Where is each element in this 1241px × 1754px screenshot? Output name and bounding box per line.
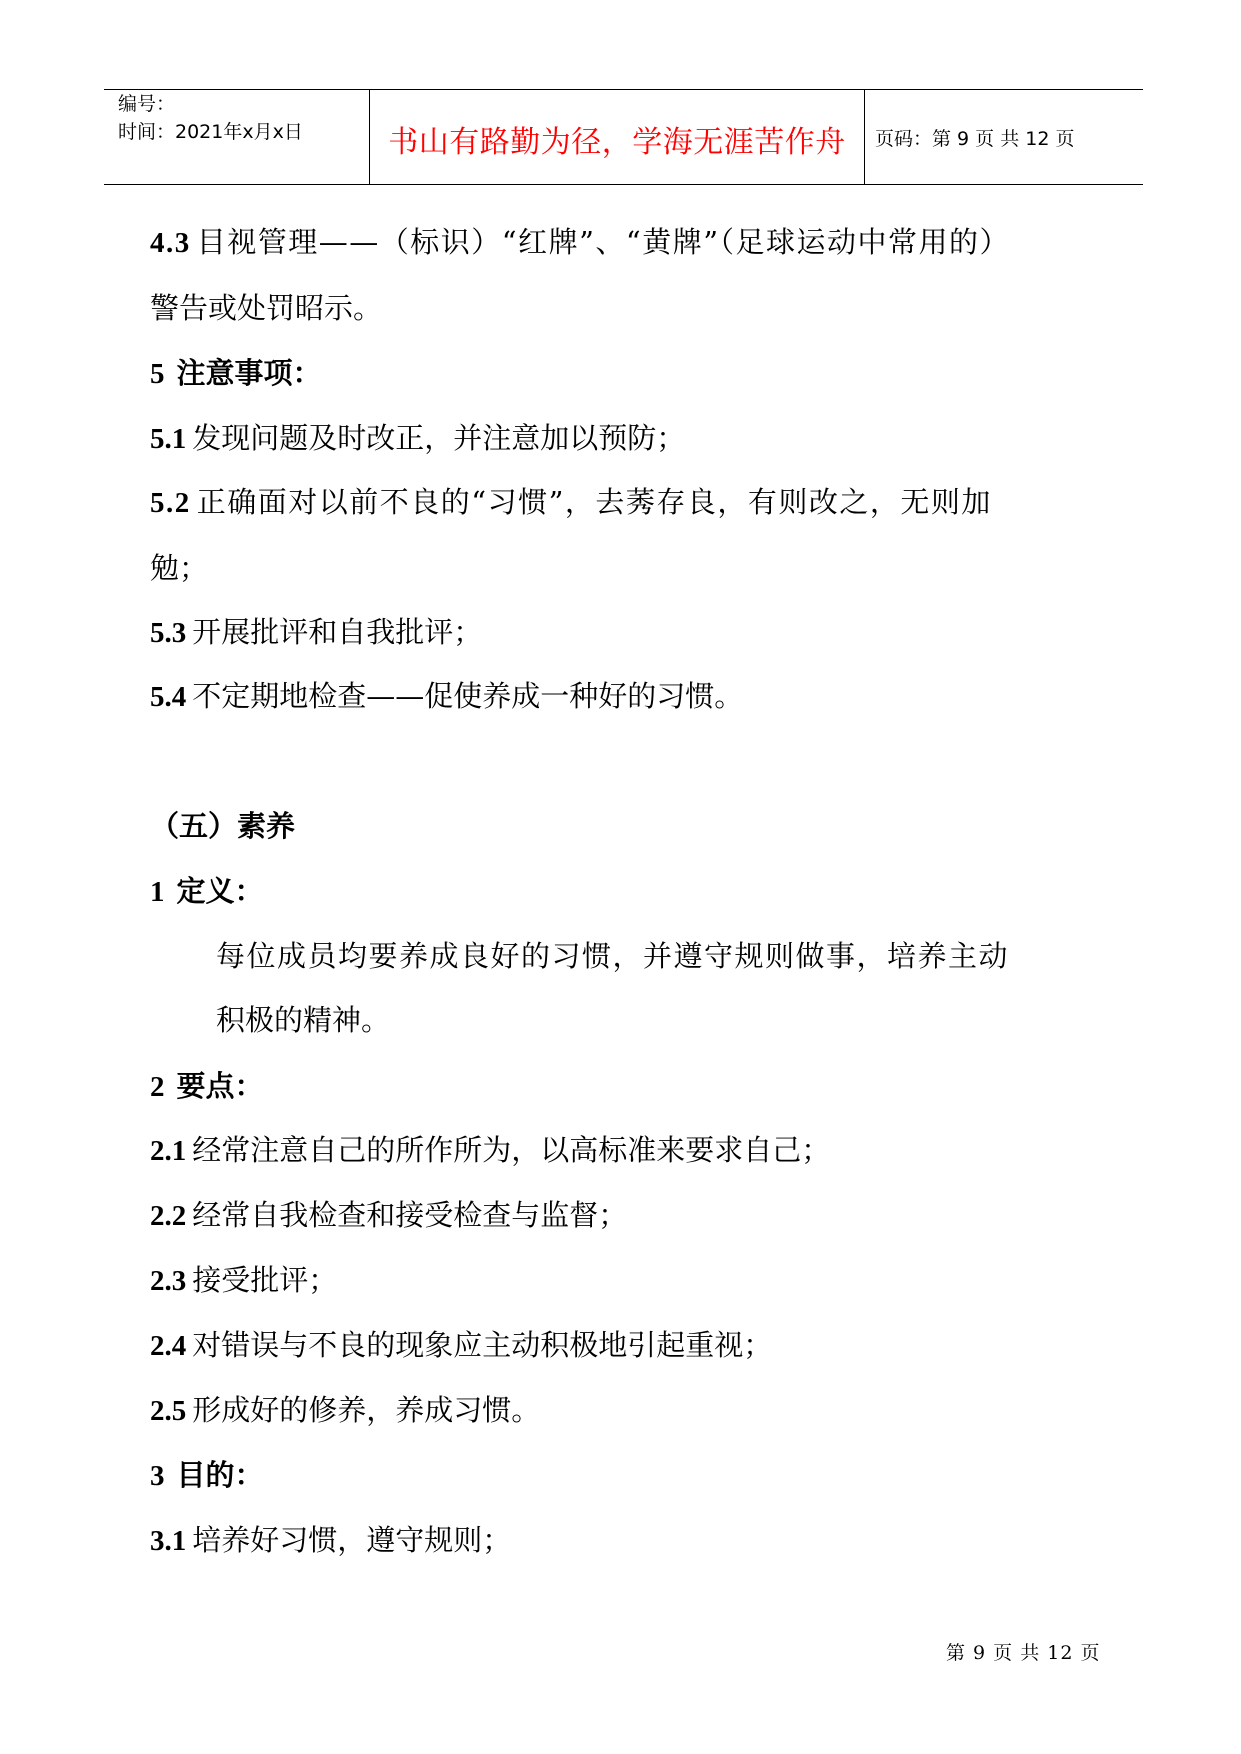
heading-text: 注意事项： — [176, 356, 322, 390]
header-motto-cell — [369, 90, 865, 184]
heading-number: 3 — [150, 1460, 165, 1492]
heading-text: 目的： — [176, 1458, 264, 1492]
item-2-1 — [150, 1130, 1110, 1171]
definition-line-2: 积极的精神。 — [216, 1003, 391, 1037]
item-2-2 — [150, 1195, 1110, 1236]
page-header — [104, 89, 1143, 185]
item-text: 不定期地检查——促使养成一种好的习惯。 — [192, 679, 744, 713]
header-page-label: 页码：第 9 页 共 12 页 — [875, 128, 1075, 150]
header-page-cell — [865, 90, 1143, 184]
section-title: （五）素养 — [150, 809, 296, 843]
item-text: 对错误与不良的现象应主动积极地引起重视； — [192, 1328, 773, 1362]
item-text: 经常注意自己的所作所为，以高标准来要求自己； — [192, 1133, 831, 1167]
doc-number-label: 编号： — [118, 93, 176, 115]
item-text: 接受批评； — [192, 1263, 338, 1297]
item-number: 2.4 — [150, 1330, 187, 1362]
item-number: 2.1 — [150, 1135, 187, 1167]
heading-3 — [150, 1455, 1110, 1496]
header-motto: 书山有路勤为径，学海无涯苦作舟 — [388, 125, 846, 160]
heading-number: 2 — [150, 1071, 165, 1103]
doc-time-label: 时间：2021年x月x日 — [118, 121, 303, 143]
item-2-5 — [150, 1390, 1110, 1431]
heading-5 — [150, 353, 1110, 394]
page-footer: 第 9 页 共 12 页 — [946, 1642, 1101, 1664]
heading-text: 定义： — [176, 874, 264, 908]
heading-number: 1 — [150, 876, 165, 908]
item-4-3-continued: 警告或处罚昭示。 — [150, 291, 383, 325]
item-text: 经常自我检查和接受检查与监督； — [192, 1198, 628, 1232]
item-4-3 — [150, 222, 1110, 263]
heading-number: 5 — [150, 358, 165, 390]
definition-line-1: 每位成员均要养成良好的习惯，并遵守规则做事，培养主动 — [216, 939, 1010, 973]
item-5-2 — [150, 482, 1110, 523]
item-5-1 — [150, 418, 1110, 459]
item-text: 发现问题及时改正，并注意加以预防； — [192, 421, 686, 455]
item-2-4 — [150, 1325, 1110, 1366]
item-text: 培养好习惯，遵守规则； — [192, 1523, 512, 1557]
item-number: 5.3 — [150, 617, 187, 649]
item-number: 5.1 — [150, 423, 187, 455]
heading-text: 要点： — [176, 1069, 264, 1103]
item-number: 4.3 — [150, 227, 191, 259]
item-5-4 — [150, 676, 1110, 717]
item-text: 目视管理——（标识）“红牌”、“黄牌”（足球运动中常用的） — [196, 225, 1011, 259]
item-5-3 — [150, 612, 1110, 653]
item-number: 2.5 — [150, 1395, 187, 1427]
item-2-3 — [150, 1260, 1110, 1301]
item-text: 形成好的修养，养成习惯。 — [192, 1393, 541, 1427]
item-text: 正确面对以前不良的“习惯”，去莠存良，有则改之，无则加 — [196, 485, 992, 519]
item-text: 开展批评和自我批评； — [192, 615, 483, 649]
item-5-2-continued: 勉； — [150, 551, 209, 585]
item-number: 3.1 — [150, 1525, 187, 1557]
heading-2 — [150, 1066, 1110, 1107]
header-meta-cell — [104, 90, 369, 184]
item-number: 2.2 — [150, 1200, 187, 1232]
item-3-1 — [150, 1520, 1110, 1561]
item-number: 5.4 — [150, 681, 187, 713]
item-number: 5.2 — [150, 487, 191, 519]
item-number: 2.3 — [150, 1265, 187, 1297]
heading-1 — [150, 871, 1110, 912]
